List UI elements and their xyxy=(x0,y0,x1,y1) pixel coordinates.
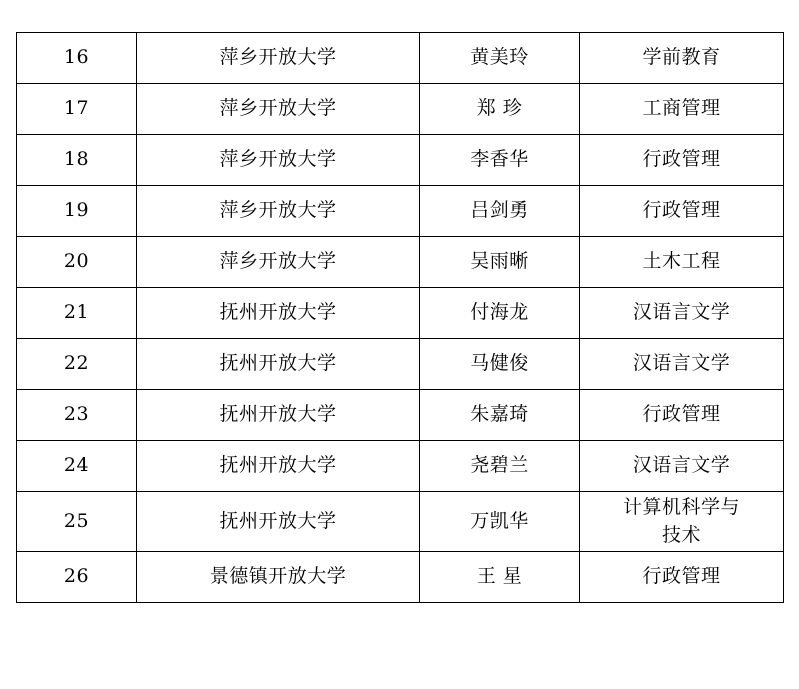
row-organization-cell: 萍乡开放大学 xyxy=(137,186,420,237)
table-row xyxy=(17,441,784,492)
row-organization-cell: 萍乡开放大学 xyxy=(137,84,420,135)
row-major-cell xyxy=(580,135,784,186)
row-number-cell: 19 xyxy=(17,186,137,237)
row-organization-cell: 萍乡开放大学 xyxy=(137,135,420,186)
row-number-cell: 22 xyxy=(17,339,137,390)
row-organization-cell: 景德镇开放大学 xyxy=(137,552,420,603)
row-organization-cell: 抚州开放大学 xyxy=(137,441,420,492)
row-name-cell: 郑 珍 xyxy=(420,84,580,135)
row-major-line: 学前教育 xyxy=(642,46,721,69)
table-row xyxy=(17,339,784,390)
row-name-cell: 付海龙 xyxy=(420,288,580,339)
row-major-cell xyxy=(580,552,784,603)
row-major-line: 行政管理 xyxy=(642,148,721,171)
row-major-line: 行政管理 xyxy=(642,199,721,222)
row-number-cell: 21 xyxy=(17,288,137,339)
row-name-cell: 吴雨晰 xyxy=(420,237,580,288)
row-number-cell: 24 xyxy=(17,441,137,492)
row-major-line: 行政管理 xyxy=(642,565,721,588)
row-name-cell: 黄美玲 xyxy=(420,33,580,84)
row-major-cell xyxy=(580,288,784,339)
table-row xyxy=(17,288,784,339)
row-number-cell: 17 xyxy=(17,84,137,135)
row-major-line: 汉语言文学 xyxy=(632,352,731,375)
row-name-cell: 马健俊 xyxy=(420,339,580,390)
table-body xyxy=(17,33,784,603)
row-major-line: 土木工程 xyxy=(642,250,721,273)
row-number-cell: 23 xyxy=(17,390,137,441)
row-major-cell xyxy=(580,84,784,135)
table-row xyxy=(17,237,784,288)
row-major-cell xyxy=(580,441,784,492)
row-name-cell: 王 星 xyxy=(420,552,580,603)
row-major-line: 行政管理 xyxy=(642,403,721,426)
table-row xyxy=(17,186,784,237)
table-row xyxy=(17,552,784,603)
row-major-line: 汉语言文学 xyxy=(632,454,731,477)
row-organization-cell: 抚州开放大学 xyxy=(137,288,420,339)
row-number-cell: 20 xyxy=(17,237,137,288)
row-major-cell xyxy=(580,237,784,288)
row-major-line: 计算机科学与 xyxy=(622,496,740,518)
row-name-cell: 吕剑勇 xyxy=(420,186,580,237)
row-major-cell xyxy=(580,186,784,237)
row-major-cell xyxy=(580,492,784,552)
row-major-line: 工商管理 xyxy=(642,97,721,120)
row-major-cell xyxy=(580,390,784,441)
row-major-line: 技术 xyxy=(661,523,701,546)
row-organization-cell: 萍乡开放大学 xyxy=(137,33,420,84)
row-major-cell xyxy=(580,339,784,390)
table-row xyxy=(17,492,784,552)
row-name-cell: 万凯华 xyxy=(420,492,580,552)
row-name-cell: 李香华 xyxy=(420,135,580,186)
row-number-cell: 18 xyxy=(17,135,137,186)
row-number-cell: 26 xyxy=(17,552,137,603)
row-organization-cell: 抚州开放大学 xyxy=(137,492,420,552)
row-major-cell xyxy=(580,33,784,84)
row-major-line: 汉语言文学 xyxy=(632,301,731,324)
row-organization-cell: 抚州开放大学 xyxy=(137,390,420,441)
row-name-cell: 朱嘉琦 xyxy=(420,390,580,441)
table-row xyxy=(17,135,784,186)
row-organization-cell: 萍乡开放大学 xyxy=(137,237,420,288)
row-number-cell: 16 xyxy=(17,33,137,84)
row-organization-cell: 抚州开放大学 xyxy=(137,339,420,390)
table-row xyxy=(17,33,784,84)
row-name-cell: 尧碧兰 xyxy=(420,441,580,492)
table-row xyxy=(17,390,784,441)
applicants-table xyxy=(16,32,784,603)
row-number-cell: 25 xyxy=(17,492,137,552)
table-row xyxy=(17,84,784,135)
table-container xyxy=(16,32,783,603)
